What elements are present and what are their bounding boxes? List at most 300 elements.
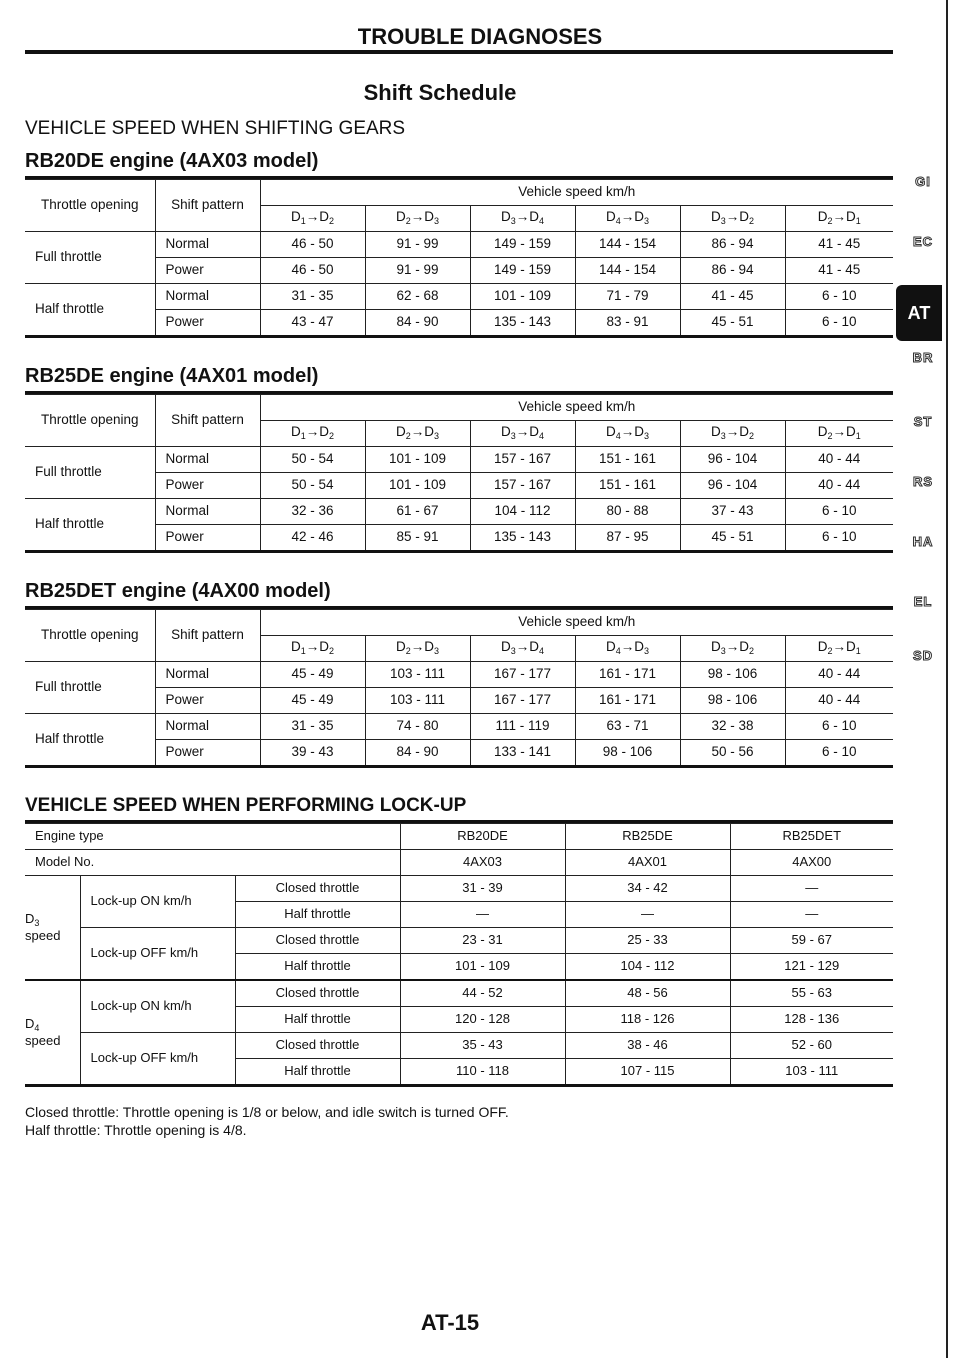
pattern-cell: Normal (155, 232, 260, 258)
gear-number: 2 (329, 646, 335, 657)
table-header-row (25, 180, 893, 206)
speed-cell: 45 - 51 (680, 310, 785, 337)
shift-column-header (785, 421, 893, 447)
pattern-cell: Normal (155, 284, 260, 310)
gear-number: 3 (644, 431, 650, 442)
side-tab-br[interactable]: BR (912, 350, 934, 365)
speed-cell: 61 - 67 (365, 499, 470, 525)
page-edge-line (946, 0, 948, 1358)
speed-cell: 151 - 161 (575, 473, 680, 499)
lockup-speed-cell: — (565, 902, 730, 928)
speed-cell: 111 - 119 (470, 714, 575, 740)
shift-column-header (260, 421, 365, 447)
side-tab-sd[interactable]: SD (912, 648, 934, 663)
arrow-icon: → (410, 209, 425, 225)
table-row (25, 1033, 893, 1059)
arrow-icon: → (620, 209, 635, 225)
gear-letter: D (529, 209, 539, 225)
shift-column-header (680, 636, 785, 662)
engine-type-cell: RB25DET (730, 824, 893, 850)
gear-number: 4 (539, 646, 545, 657)
lockup-speed-cell: 110 - 118 (400, 1059, 565, 1086)
section-heading-shifting: VEHICLE SPEED WHEN SHIFTING GEARS (25, 118, 406, 139)
lockup-speed-cell: 23 - 31 (400, 928, 565, 954)
side-tab-ec[interactable]: EC (912, 234, 934, 249)
arrow-icon: → (725, 209, 740, 225)
gear-number: 2 (329, 216, 335, 227)
gear-number: 4 (615, 431, 621, 442)
gear-letter: D (290, 639, 301, 655)
gear-letter: D (500, 424, 511, 440)
lockup-speed-cell: 120 - 128 (400, 1007, 565, 1033)
table-row (25, 850, 893, 876)
shift-column-header (260, 206, 365, 232)
speed-cell: 135 - 143 (470, 310, 575, 337)
speed-cell: 85 - 91 (365, 525, 470, 552)
gear-letter: D (739, 424, 749, 440)
model-no-label: Model No. (25, 850, 400, 876)
engine-type-cell: RB20DE (400, 824, 565, 850)
speed-cell: 101 - 109 (365, 473, 470, 499)
shift-column-header (785, 636, 893, 662)
gear-number: 3 (644, 216, 650, 227)
speed-cell: 45 - 49 (260, 688, 365, 714)
arrow-icon: → (305, 424, 320, 440)
gear-number: 1 (300, 431, 306, 442)
table-row (25, 310, 893, 337)
side-tab-el[interactable]: EL (913, 594, 933, 609)
lockup-speed-cell: 48 - 56 (565, 980, 730, 1007)
gear-number: 3 (644, 646, 650, 657)
shift-pattern-header: Shift pattern (155, 180, 260, 232)
speed-cell: 43 - 47 (260, 310, 365, 337)
shift-column-header (365, 636, 470, 662)
speed-cell: 41 - 45 (785, 232, 893, 258)
lockup-speed-cell: 104 - 112 (565, 954, 730, 981)
throttle-condition-cell: Half throttle (235, 902, 400, 928)
gear-number: 2 (329, 431, 335, 442)
pattern-cell: Normal (155, 662, 260, 688)
gear-letter: D (25, 910, 35, 926)
speed-cell: 144 - 154 (575, 258, 680, 284)
gear-number: 3 (720, 431, 726, 442)
gear-letter: D (634, 424, 644, 440)
table-header-row (25, 610, 893, 636)
table-row (25, 740, 893, 767)
gear-number: 3 (34, 917, 40, 928)
side-tab-ha[interactable]: HA (912, 534, 934, 549)
table-row (25, 447, 893, 473)
speed-cell: 87 - 95 (575, 525, 680, 552)
lockup-speed-cell: 52 - 60 (730, 1033, 893, 1059)
side-tab-rs[interactable]: RS (912, 474, 934, 489)
note-half-throttle: Half throttle: Throttle opening is 4/8. (25, 1122, 247, 1138)
throttle-opening-header: Throttle opening (25, 180, 155, 232)
shift-column-header (470, 206, 575, 232)
throttle-condition-cell: Closed throttle (235, 980, 400, 1007)
table-row (25, 258, 893, 284)
gear-number: 2 (749, 216, 755, 227)
shift-column-header (260, 636, 365, 662)
shift-table-rb20de (25, 179, 893, 338)
shift-column-header (575, 206, 680, 232)
table-row (25, 824, 893, 850)
speed-label: speed (25, 927, 61, 943)
speed-cell: 50 - 54 (260, 447, 365, 473)
shift-column-header (680, 421, 785, 447)
gear-letter: D (817, 639, 828, 655)
gear-letter: D (817, 209, 828, 225)
speed-cell: 6 - 10 (785, 310, 893, 337)
table-row (25, 499, 893, 525)
arrow-icon: → (515, 424, 530, 440)
gear-letter: D (500, 209, 511, 225)
gear-number: 4 (34, 1022, 40, 1033)
speed-cell: 63 - 71 (575, 714, 680, 740)
gear-number: 2 (827, 431, 833, 442)
gear-number: 1 (855, 216, 861, 227)
throttle-condition-cell: Closed throttle (235, 876, 400, 902)
speed-cell: 37 - 43 (680, 499, 785, 525)
gear-letter: D (605, 639, 616, 655)
speed-cell: 104 - 112 (470, 499, 575, 525)
pattern-cell: Normal (155, 499, 260, 525)
gear-letter: D (846, 639, 856, 655)
speed-cell: 41 - 45 (680, 284, 785, 310)
speed-cell: 45 - 51 (680, 525, 785, 552)
gear-letter: D (290, 209, 301, 225)
throttle-cell: Half throttle (25, 499, 155, 552)
lockup-state-cell: Lock-up OFF km/h (80, 1033, 235, 1086)
gear-label (25, 912, 80, 929)
speed-cell: 32 - 36 (260, 499, 365, 525)
gear-letter: D (424, 424, 434, 440)
speed-cell: 101 - 109 (365, 447, 470, 473)
gear-letter: D (634, 209, 644, 225)
speed-cell: 157 - 167 (470, 473, 575, 499)
speed-cell: 101 - 109 (470, 284, 575, 310)
gear-number: 1 (300, 216, 306, 227)
gear-letter: D (846, 424, 856, 440)
arrow-icon: → (620, 639, 635, 655)
model-no-cell: 4AX00 (730, 850, 893, 876)
gear-label (25, 1017, 80, 1034)
gear-number: 1 (855, 646, 861, 657)
gear-letter: D (634, 639, 644, 655)
gear-number: 2 (827, 216, 833, 227)
lockup-speed-cell: 55 - 63 (730, 980, 893, 1007)
throttle-opening-header: Throttle opening (25, 395, 155, 447)
speed-cell: 144 - 154 (575, 232, 680, 258)
speed-cell: 42 - 46 (260, 525, 365, 552)
gear-letter: D (290, 424, 301, 440)
active-section-tab[interactable]: AT (896, 285, 942, 341)
speed-cell: 31 - 35 (260, 714, 365, 740)
gear-speed-cell (25, 876, 80, 981)
arrow-icon: → (515, 639, 530, 655)
speed-cell: 84 - 90 (365, 310, 470, 337)
speed-cell: 31 - 35 (260, 284, 365, 310)
speed-cell: 103 - 111 (365, 688, 470, 714)
speed-cell: 74 - 80 (365, 714, 470, 740)
speed-cell: 6 - 10 (785, 714, 893, 740)
throttle-condition-cell: Closed throttle (235, 1033, 400, 1059)
pattern-cell: Power (155, 473, 260, 499)
gear-number: 3 (434, 431, 440, 442)
throttle-cell: Half throttle (25, 714, 155, 767)
vehicle-speed-header: Vehicle speed km/h (260, 395, 893, 421)
speed-cell: 6 - 10 (785, 740, 893, 767)
gear-letter: D (817, 424, 828, 440)
lockup-speed-cell: 103 - 111 (730, 1059, 893, 1086)
note-closed-throttle: Closed throttle: Throttle opening is 1/8 or below, and idle switch is turned OFF. (25, 1104, 509, 1120)
gear-letter: D (319, 639, 329, 655)
gear-number: 3 (720, 646, 726, 657)
throttle-condition-cell: Half throttle (235, 954, 400, 981)
arrow-icon: → (305, 209, 320, 225)
gear-number: 3 (510, 646, 516, 657)
shift-column-header (785, 206, 893, 232)
gear-number: 3 (510, 216, 516, 227)
speed-cell: 167 - 177 (470, 688, 575, 714)
speed-cell: 161 - 171 (575, 688, 680, 714)
vehicle-speed-header: Vehicle speed km/h (260, 180, 893, 206)
lockup-speed-cell: 35 - 43 (400, 1033, 565, 1059)
arrow-icon: → (832, 639, 846, 655)
lockup-speed-cell: 38 - 46 (565, 1033, 730, 1059)
speed-cell: 62 - 68 (365, 284, 470, 310)
gear-letter: D (710, 209, 721, 225)
section-heading-lockup: VEHICLE SPEED WHEN PERFORMING LOCK-UP (25, 795, 467, 816)
speed-cell: 133 - 141 (470, 740, 575, 767)
gear-speed-cell (25, 980, 80, 1086)
lockup-state-cell: Lock-up OFF km/h (80, 928, 235, 981)
gear-letter: D (605, 424, 616, 440)
lockup-table (25, 823, 893, 1087)
gear-letter: D (710, 424, 721, 440)
arrow-icon: → (305, 639, 320, 655)
speed-cell: 40 - 44 (785, 473, 893, 499)
shift-column-header (470, 636, 575, 662)
gear-number: 3 (434, 646, 440, 657)
lockup-speed-cell: 101 - 109 (400, 954, 565, 981)
pattern-cell: Power (155, 740, 260, 767)
lockup-speed-cell: 25 - 33 (565, 928, 730, 954)
gear-letter: D (846, 209, 856, 225)
speed-cell: 46 - 50 (260, 258, 365, 284)
table-row (25, 473, 893, 499)
gear-number: 2 (749, 431, 755, 442)
speed-cell: 149 - 159 (470, 258, 575, 284)
speed-cell: 135 - 143 (470, 525, 575, 552)
speed-cell: 96 - 104 (680, 473, 785, 499)
speed-cell: 86 - 94 (680, 232, 785, 258)
throttle-opening-header: Throttle opening (25, 610, 155, 662)
engine-heading-rb25det: RB25DET engine (4AX00 model) (25, 580, 331, 602)
side-tab-gi[interactable]: GI (915, 174, 931, 189)
lockup-speed-cell: 59 - 67 (730, 928, 893, 954)
lockup-speed-cell: 121 - 129 (730, 954, 893, 981)
lockup-speed-cell: — (730, 876, 893, 902)
speed-cell: 98 - 106 (680, 688, 785, 714)
gear-number: 3 (434, 216, 440, 227)
speed-cell: 6 - 10 (785, 499, 893, 525)
pattern-cell: Normal (155, 714, 260, 740)
lockup-speed-cell: 34 - 42 (565, 876, 730, 902)
table-row (25, 662, 893, 688)
speed-cell: 83 - 91 (575, 310, 680, 337)
pattern-cell: Normal (155, 447, 260, 473)
shift-column-header (470, 421, 575, 447)
throttle-condition-cell: Closed throttle (235, 928, 400, 954)
speed-label: speed (25, 1032, 61, 1048)
pattern-cell: Power (155, 258, 260, 284)
page-title: Shift Schedule (363, 80, 517, 105)
shift-column-header (365, 421, 470, 447)
pattern-cell: Power (155, 688, 260, 714)
throttle-cell: Full throttle (25, 662, 155, 714)
shift-table-rb25de (25, 394, 893, 553)
lockup-speed-cell: — (400, 902, 565, 928)
speed-cell: 151 - 161 (575, 447, 680, 473)
page-number: AT-15 (420, 1310, 480, 1335)
gear-letter: D (319, 424, 329, 440)
lockup-speed-cell: — (730, 902, 893, 928)
shift-column-header (680, 206, 785, 232)
gear-number: 2 (405, 431, 411, 442)
shift-pattern-header: Shift pattern (155, 610, 260, 662)
speed-cell: 84 - 90 (365, 740, 470, 767)
engine-heading-rb25de: RB25DE engine (4AX01 model) (25, 365, 319, 387)
speed-cell: 46 - 50 (260, 232, 365, 258)
gear-number: 2 (749, 646, 755, 657)
model-no-cell: 4AX03 (400, 850, 565, 876)
gear-letter: D (500, 639, 511, 655)
gear-number: 2 (405, 216, 411, 227)
table-row (25, 876, 893, 902)
throttle-condition-cell: Half throttle (235, 1007, 400, 1033)
lockup-speed-cell: 118 - 126 (565, 1007, 730, 1033)
table-row (25, 714, 893, 740)
gear-number: 2 (405, 646, 411, 657)
gear-letter: D (710, 639, 721, 655)
speed-cell: 149 - 159 (470, 232, 575, 258)
table-row (25, 980, 893, 1007)
gear-letter: D (424, 639, 434, 655)
arrow-icon: → (725, 639, 740, 655)
table-row (25, 928, 893, 954)
gear-number: 3 (510, 431, 516, 442)
arrow-icon: → (515, 209, 530, 225)
model-no-cell: 4AX01 (565, 850, 730, 876)
gear-letter: D (605, 209, 616, 225)
header-rule (25, 50, 893, 54)
shift-table-rb25det (25, 609, 893, 768)
gear-letter: D (529, 424, 539, 440)
pattern-cell: Power (155, 525, 260, 552)
arrow-icon: → (620, 424, 635, 440)
throttle-cell: Half throttle (25, 284, 155, 337)
speed-cell: 32 - 38 (680, 714, 785, 740)
speed-cell: 50 - 54 (260, 473, 365, 499)
gear-letter: D (319, 209, 329, 225)
lockup-speed-cell: 128 - 136 (730, 1007, 893, 1033)
arrow-icon: → (832, 424, 846, 440)
speed-cell: 45 - 49 (260, 662, 365, 688)
engine-type-label: Engine type (25, 824, 400, 850)
arrow-icon: → (832, 209, 846, 225)
engine-type-cell: RB25DE (565, 824, 730, 850)
gear-letter: D (395, 639, 406, 655)
speed-cell: 50 - 56 (680, 740, 785, 767)
gear-number: 4 (615, 646, 621, 657)
speed-cell: 103 - 111 (365, 662, 470, 688)
lockup-state-cell: Lock-up ON km/h (80, 876, 235, 928)
speed-cell: 6 - 10 (785, 525, 893, 552)
speed-cell: 40 - 44 (785, 688, 893, 714)
speed-cell: 6 - 10 (785, 284, 893, 310)
shift-column-header (575, 636, 680, 662)
gear-letter: D (739, 209, 749, 225)
throttle-condition-cell: Half throttle (235, 1059, 400, 1086)
throttle-cell: Full throttle (25, 447, 155, 499)
speed-cell: 39 - 43 (260, 740, 365, 767)
table-row (25, 525, 893, 552)
speed-cell: 80 - 88 (575, 499, 680, 525)
speed-cell: 40 - 44 (785, 662, 893, 688)
table-row (25, 688, 893, 714)
speed-cell: 98 - 106 (575, 740, 680, 767)
lockup-speed-cell: 44 - 52 (400, 980, 565, 1007)
speed-cell: 96 - 104 (680, 447, 785, 473)
gear-letter: D (424, 209, 434, 225)
gear-letter: D (395, 424, 406, 440)
page-header: TROUBLE DIAGNOSES (357, 24, 603, 49)
gear-letter: D (739, 639, 749, 655)
lockup-state-cell: Lock-up ON km/h (80, 980, 235, 1033)
gear-number: 4 (615, 216, 621, 227)
table-row (25, 284, 893, 310)
speed-cell: 71 - 79 (575, 284, 680, 310)
speed-cell: 167 - 177 (470, 662, 575, 688)
gear-letter: D (25, 1015, 35, 1031)
arrow-icon: → (410, 424, 425, 440)
throttle-cell: Full throttle (25, 232, 155, 284)
speed-cell: 40 - 44 (785, 447, 893, 473)
arrow-icon: → (725, 424, 740, 440)
speed-cell: 41 - 45 (785, 258, 893, 284)
gear-number: 2 (827, 646, 833, 657)
speed-cell: 86 - 94 (680, 258, 785, 284)
speed-cell: 98 - 106 (680, 662, 785, 688)
engine-heading-rb20de: RB20DE engine (4AX03 model) (25, 150, 319, 172)
table-row (25, 232, 893, 258)
gear-letter: D (529, 639, 539, 655)
gear-number: 1 (300, 646, 306, 657)
gear-number: 1 (855, 431, 861, 442)
speed-cell: 157 - 167 (470, 447, 575, 473)
arrow-icon: → (410, 639, 425, 655)
pattern-cell: Power (155, 310, 260, 337)
gear-number: 3 (720, 216, 726, 227)
speed-cell: 91 - 99 (365, 258, 470, 284)
lockup-speed-cell: 31 - 39 (400, 876, 565, 902)
speed-cell: 161 - 171 (575, 662, 680, 688)
gear-number: 4 (539, 216, 545, 227)
shift-column-header (575, 421, 680, 447)
speed-cell: 91 - 99 (365, 232, 470, 258)
side-tab-st[interactable]: ST (913, 414, 933, 429)
